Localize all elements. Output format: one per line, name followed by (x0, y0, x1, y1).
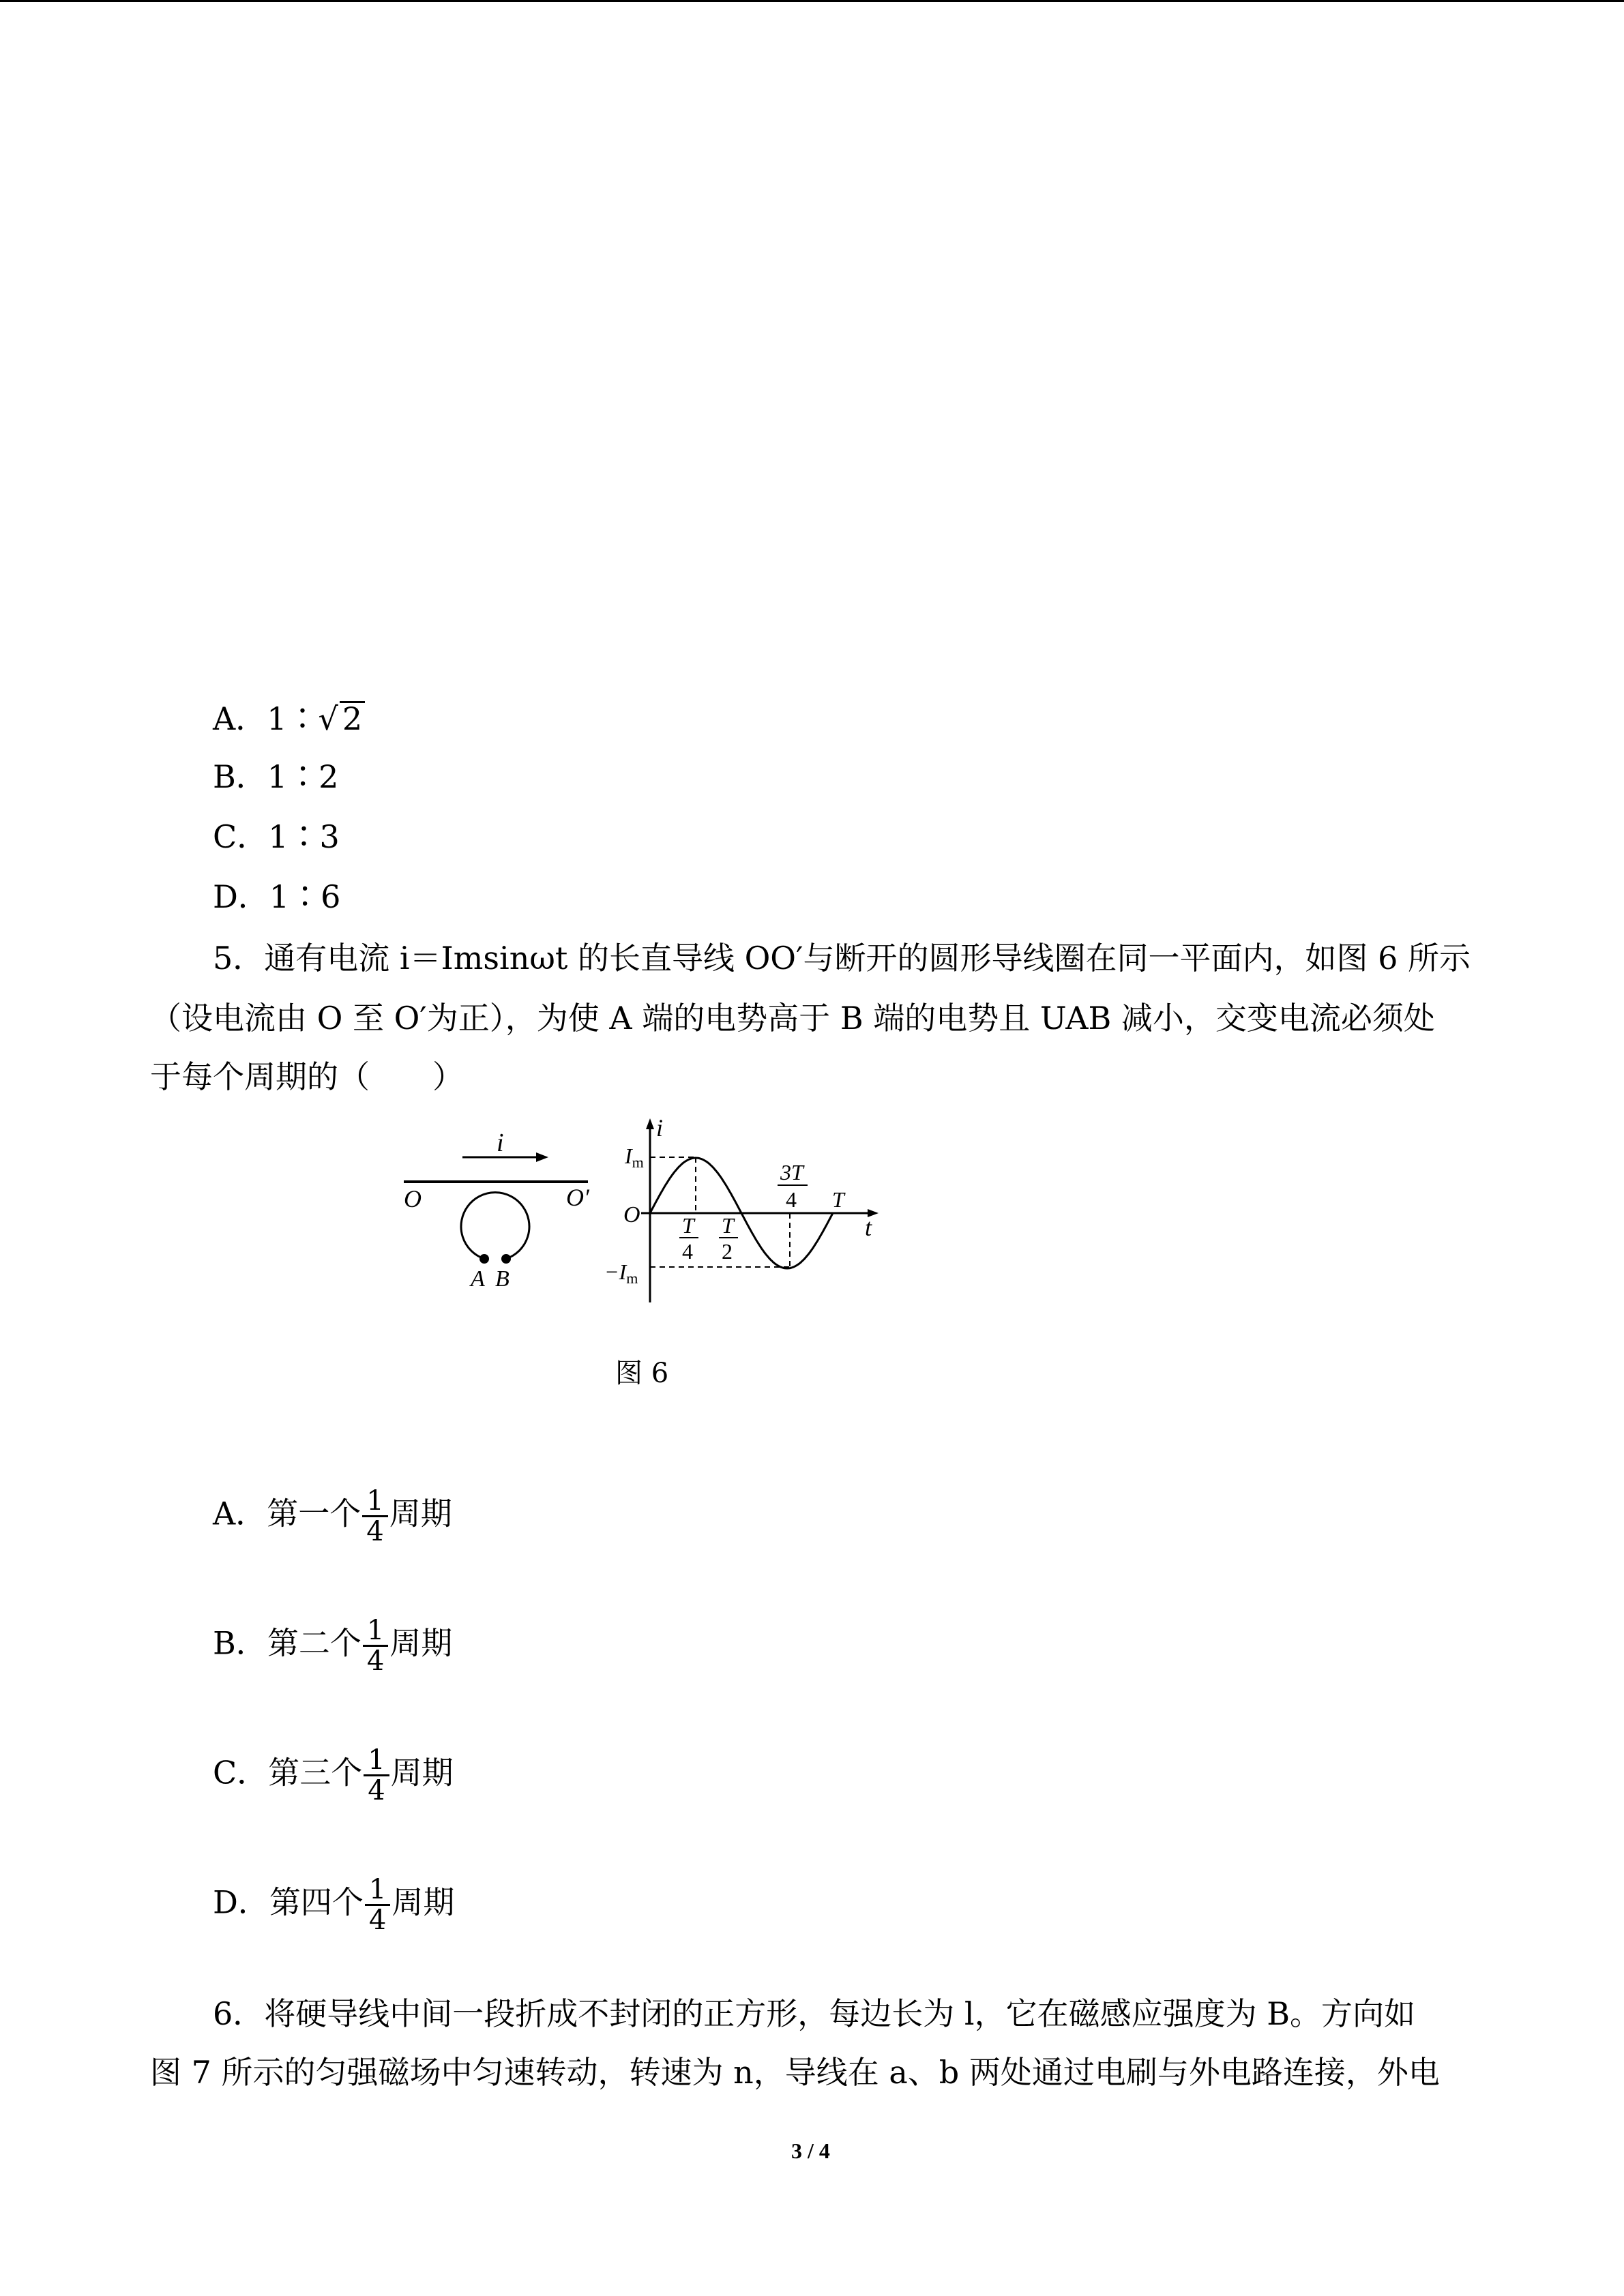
wire-label-o-prime: O′ (566, 1184, 589, 1211)
open-loop (461, 1193, 529, 1259)
terminal-a-dot (479, 1254, 489, 1264)
wire-loop-diagram (404, 1129, 590, 1292)
tick-t34-den: 4 (786, 1187, 797, 1212)
tick-t2-num: T (722, 1213, 734, 1238)
tick-t4-den: 4 (682, 1239, 693, 1264)
q5-option-c: C．第三个 $\frac{1}{4}$ 周期 (213, 1744, 454, 1806)
q4-option-c: C．1∶3 (213, 818, 340, 855)
q5-stem-line-2: （设电流由 O 至 O′为正），为使 A 端的电势高于 B 端的电势且 UAB 减小，交变电流必须处 (150, 1000, 1435, 1037)
q5-stem-line-1: 5．通有电流 i＝Imsinωt 的长直导线 OO′与断开的圆形导线圈在同一平面内，如图 6 所示 (213, 940, 1471, 976)
q5-stem-line-3: 于每个周期的（ ） (150, 1058, 464, 1095)
q5-option-b: B．第二个 $\frac{1}{4}$ 周期 (213, 1615, 453, 1677)
tick-t4-num: T (682, 1213, 694, 1238)
x-axis-label: t (865, 1214, 872, 1241)
tick-t2-den: 2 (722, 1239, 733, 1264)
sqrt-symbol: √ 2 (319, 701, 366, 734)
figure-6-caption: 图 6 (615, 1358, 669, 1389)
q4-option-d: D．1∶6 (213, 878, 341, 915)
im-label: Im (625, 1144, 644, 1171)
tick-t34-num: 3T (780, 1160, 803, 1184)
fraction-one-quarter: $\frac{1}{4}$ (362, 1487, 387, 1546)
q5-option-a: A．第一个 $\frac{1}{4}$ 周期 (213, 1485, 452, 1547)
q4-option-b: B．1∶2 (213, 758, 339, 795)
q4-option-a: A．1∶√ 2 (213, 701, 365, 734)
terminal-a-label: A (471, 1266, 485, 1292)
neg-im-label: −Im (604, 1259, 638, 1287)
terminal-b-dot (501, 1254, 511, 1264)
fraction-one-quarter: $\frac{1}{4}$ (365, 1875, 390, 1935)
q5-option-d: D．第四个 $\frac{1}{4}$ 周期 (213, 1874, 455, 1936)
y-axis-label: i (656, 1114, 664, 1142)
fraction-one-quarter: $\frac{1}{4}$ (363, 1616, 388, 1675)
current-label: i (497, 1129, 504, 1157)
tick-t-full: T (832, 1187, 844, 1212)
page-number: 3 / 4 (791, 2138, 830, 2163)
y-axis-arrow (646, 1118, 654, 1129)
fraction-one-quarter: $\frac{1}{4}$ (364, 1746, 389, 1805)
wire-label-o: O (404, 1185, 422, 1212)
terminal-b-label: B (495, 1266, 510, 1292)
origin-label: O (623, 1202, 640, 1227)
sine-graph (604, 1114, 879, 1302)
current-arrow-head (536, 1152, 548, 1162)
q6-stem-line-2: 图 7 所示的匀强磁场中匀速转动，转速为 n，导线在 a、b 两处通过电刷与外电路连接，外电 (150, 2054, 1440, 2091)
q6-stem-line-1: 6．将硬导线中间一段折成不封闭的正方形，每边长为 l，它在磁感应强度为 B。方向如 (213, 1995, 1416, 2032)
